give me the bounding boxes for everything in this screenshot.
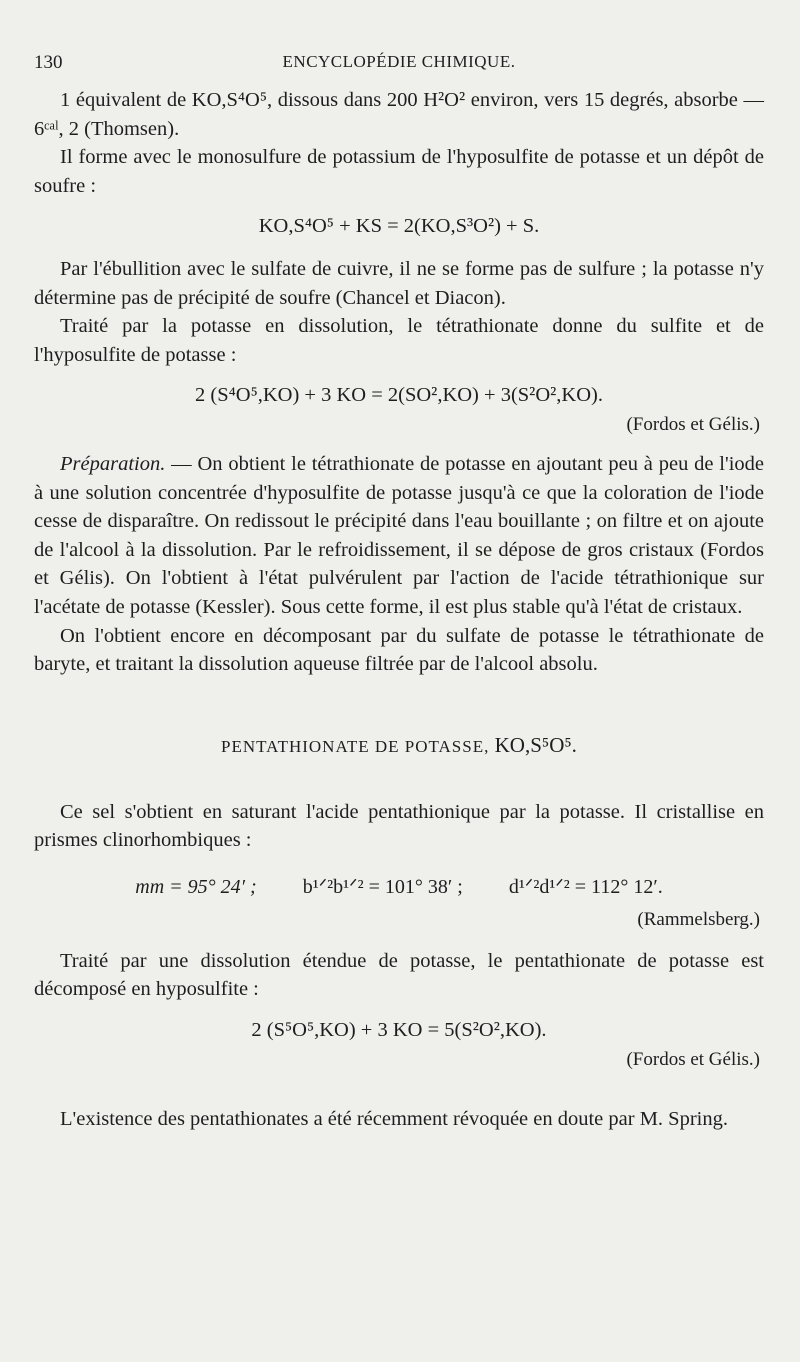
- page-number: 130: [34, 52, 63, 73]
- crystal-angle-d: d¹ᐟ²d¹ᐟ² = 112° 12′.: [508, 875, 663, 898]
- crystal-angles: [34, 873, 764, 901]
- citation-fordos-gelis-2: (Fordos et Gélis.): [626, 1048, 760, 1070]
- page-body: [34, 86, 764, 1133]
- paragraph-spring-doubt: L'existence des pentathionates a été récemment révoquée en doute par M. Spring.: [60, 1107, 728, 1130]
- spacer: [34, 1073, 764, 1105]
- citation-rammelsberg: (Rammelsberg.): [637, 908, 760, 930]
- preparation-term: Préparation.: [60, 452, 166, 475]
- paragraph-thermochemistry: 1 équivalent de KO,S⁴O⁵, dissous dans 200 H²O² environ, vers 15 degrés, absorbe — 6ᶜᵃˡ, 2 (Thomsen).: [34, 89, 764, 140]
- formula-potash-decomposition: 2 (S⁴O⁵,KO) + 3 KO = 2(SO²,KO) + 3(S²O²,KO).: [195, 384, 603, 407]
- formula-monosulfure: KO,S⁴O⁵ + KS = 2(KO,S³O²) + S.: [258, 215, 540, 238]
- crystal-angle-b: b¹ᐟ²b¹ᐟ² = 101° 38′ ;: [302, 875, 463, 898]
- citation-fordos-gelis-1: (Fordos et Gélis.): [626, 413, 760, 435]
- section-heading-pentathionate: [34, 733, 764, 758]
- formula-pentathionate-decomposition: 2 (S⁵O⁵,KO) + 3 KO = 5(S²O²,KO).: [251, 1019, 547, 1042]
- preparation-text: — On obtient le tétrathionate de potasse en ajoutant peu à peu de l'iode à une solution concentrée d'hyposulfite de potasse jusqu'à ce que la coloration de l'iode cesse de disparaître. On redissout le précipité dans l'eau bouillante ; on filtre et on ajoute de l'alcool à la dissolution. Par le refroidissement, il se dépose de gros cristaux (Fordos et Gélis). On l'obtient à l'état pulvérulent par l'action de l'acide tétrathionique sur l'acétate de potasse (Kessler). Sous cette forme, il est plus stable qu'à l'état de cristaux.: [34, 452, 764, 618]
- paragraph-monosulfure-reaction: Il forme avec le monosulfure de potassium de l'hyposulfite de potasse et un dépôt de soufre :: [34, 146, 764, 197]
- section-heading-formula: KO,S⁵O⁵.: [494, 732, 577, 757]
- paragraph-baryte-method: On l'obtient encore en décomposant par du sulfate de potasse le tétrathionate de baryte, et traitant la dissolution aqueuse filtrée par de l'alcool absolu.: [34, 624, 764, 676]
- running-title: ENCYCLOPÉDIE CHIMIQUE.: [282, 52, 516, 71]
- section-heading-label: PENTATHIONATE DE POTASSE,: [221, 736, 490, 756]
- paragraph-preparation: [34, 450, 764, 622]
- crystal-angle-mm: mm = 95° 24′ ;: [135, 875, 257, 898]
- page-header: [34, 52, 764, 80]
- paragraph-copper-sulfate: Par l'ébullition avec le sulfate de cuivre, il ne se forme pas de sulfure ; la potasse n'y détermine pas de précipité de soufre (Chancel et Diacon).: [34, 257, 764, 309]
- paragraph-pentathionate-decomposition: Traité par une dissolution étendue de potasse, le pentathionate de potasse est décomposé en hyposulfite :: [34, 949, 764, 1001]
- paragraph-pentathionate-preparation: Ce sel s'obtient en saturant l'acide pentathionique par la potasse. Il cristallise en prismes clinorhombiques :: [34, 800, 764, 852]
- paragraph-potash-treatment: Traité par la potasse en dissolution, le tétrathionate donne du sulfite et de l'hyposulfite de potasse :: [34, 315, 764, 366]
